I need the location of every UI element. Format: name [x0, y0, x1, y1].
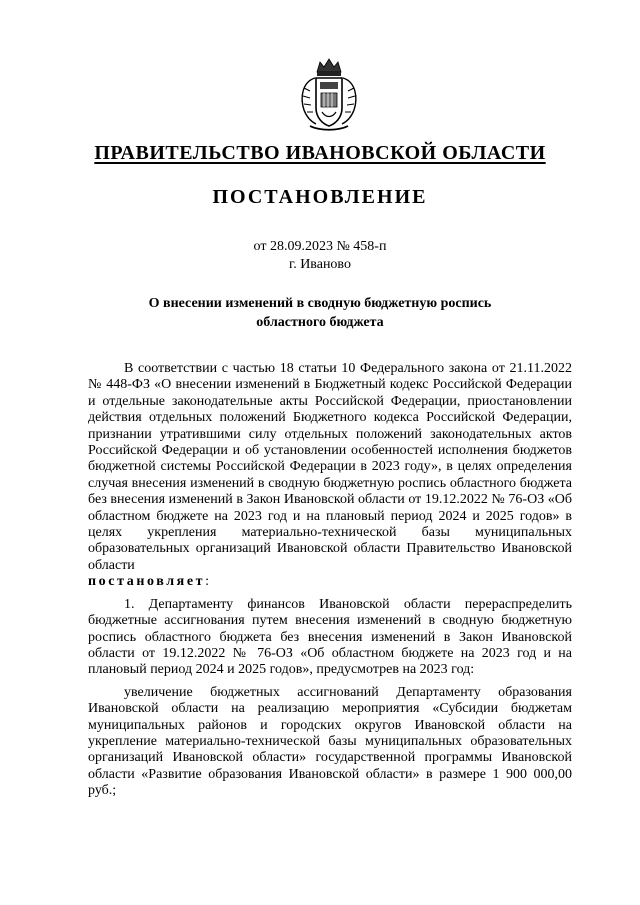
decrees-colon: : — [205, 574, 210, 590]
item-1-paragraph: 1. Департаменту финансов Ивановской области перераспределить бюджетные ассигнования путем внесения изменений в сводную бюджетную роспись областного бюджета без внесения изменений в Закон Ивановской области от 19.12.2022 № 76-ОЗ «Об областном бюджете на 2023 год и на плановый период 2024 и 2025 годов», предусмотрев на 2023 год: — [88, 596, 572, 678]
date-number: от 28.09.2023 № 458-п — [253, 239, 387, 254]
document-body — [88, 361, 572, 800]
subject-line-2: областного бюджета — [256, 315, 384, 330]
preamble-text: В соответствии с частью 18 статьи 10 Федерального закона от 21.11.2022 № 448-ФЗ «О внесении изменений в Бюджетный кодекс Российской Федерации и отдельные законодательные акты Российской Федерации, приостановлении действия отдельных положений Бюджетного кодекса Российской Федерации, признании утратившими силу отдельных положений законодательных актов Российской Федерации и об установлении особенностей исполнения бюджетов бюджетной системы Российской Федерации в 2023 году», в целях определения случая внесения изменений в сводную бюджетную роспись областного бюджета без внесения изменений в Закон Ивановской области от 19.12.2022 № 76-ОЗ «Об областном бюджете на 2023 год и на плановый период 2024 и 2025 годов» в целях укрепления материально-технической базы муниципальных образовательных организаций Ивановской области Правительство Ивановской области — [88, 361, 572, 573]
city: г. Иваново — [289, 257, 351, 272]
item-1-detail-paragraph: увеличение бюджетных ассигнований Департаменту образования Ивановской области на реализацию мероприятия «Субсидии бюджетам муниципальных районов и городских округов Ивановской области на укрепление материально-технической базы муниципальных образовательных организаций Ивановской области» государственной программы Ивановской области «Развитие образования Ивановской области» в размере 1 900 000,00 руб.; — [88, 684, 572, 799]
preamble-paragraph — [88, 361, 572, 591]
coat-of-arms-emblem — [298, 58, 360, 132]
document-type-title: ПОСТАНОВЛЕНИЕ — [212, 186, 428, 208]
government-name: ПРАВИТЕЛЬСТВО ИВАНОВСКОЙ ОБЛАСТИ — [94, 142, 546, 164]
decree-subject — [0, 294, 640, 332]
subject-line-1: О внесении изменений в сводную бюджетную роспись — [148, 296, 492, 311]
date-and-number-block — [0, 238, 640, 274]
decrees-word: постановляет — [88, 574, 206, 590]
